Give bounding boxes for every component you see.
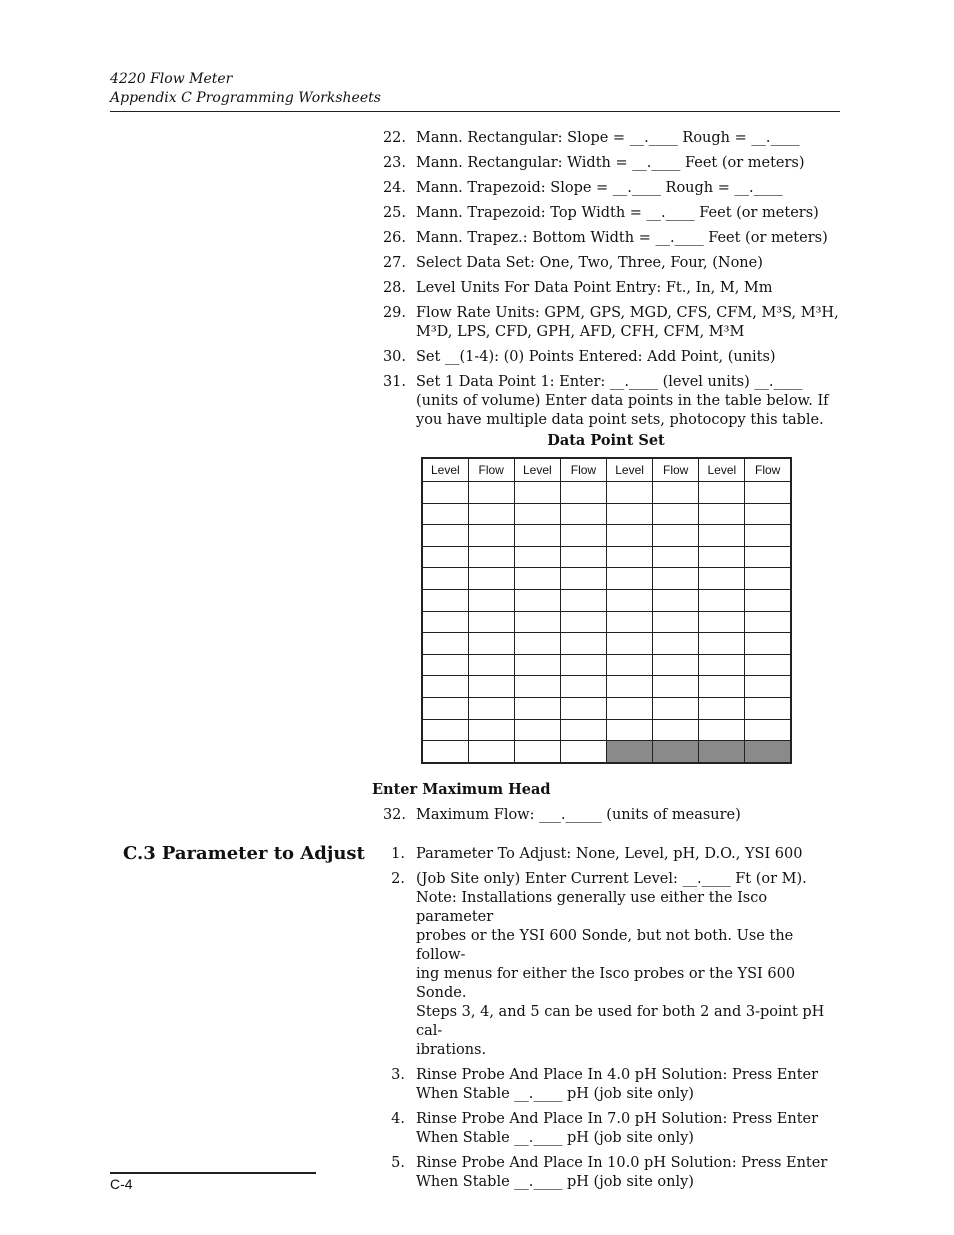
item-text-line: When Stable __.____ pH (job site only) [416,1130,694,1146]
blank-entry-cell [607,482,653,504]
blank-entry-cell [560,654,606,676]
item-text-line: (Job Site only) Enter Current Level: __.____ Ft (or M). [416,871,807,887]
item-number: 32. [382,807,406,823]
blank-entry-cell [422,654,468,676]
shaded-cell [699,741,745,763]
blank-entry-cell [560,741,606,763]
blank-entry-cell [745,676,791,698]
blank-entry-cell [653,633,699,655]
blank-entry-cell [422,633,468,655]
item-number: 27. [382,255,406,271]
header-rule [110,111,840,112]
item-text-line: Level Units For Data Point Entry: Ft., In, M, Mm [416,280,773,296]
item-text-line: Note: Installations generally use either the Isco parameter [416,890,768,925]
blank-entry-cell [607,546,653,568]
blank-entry-cell [560,525,606,547]
blank-entry-cell [607,568,653,590]
item-number: 29. [382,305,406,321]
blank-entry-cell [514,633,560,655]
blank-entry-cell [514,482,560,504]
data-point-table [421,457,792,764]
blank-entry-cell [468,741,514,763]
worksheet-list-c [372,845,842,1192]
blank-entry-cell [699,503,745,525]
item-text-line: Rinse Probe And Place In 10.0 pH Solution: Press Enter [416,1155,828,1171]
blank-entry-cell [699,546,745,568]
blank-entry-cell [560,590,606,612]
blank-entry-cell [607,676,653,698]
blank-entry-cell [699,568,745,590]
blank-entry-cell [468,503,514,525]
blank-entry-cell [514,741,560,763]
blank-entry-cell [468,633,514,655]
item-text-line: Steps 3, 4, and 5 can be used for both 2 and 3-point pH cal- [416,1004,825,1039]
blank-entry-cell [422,676,468,698]
table-header-cell: Flow [560,458,606,482]
section-number: C.3 [123,843,156,864]
item-text-line: you have multiple data point sets, photocopy this table. [416,412,824,428]
table-header-cell: Flow [468,458,514,482]
table-header-cell: Level [607,458,653,482]
blank-entry-cell [468,546,514,568]
blank-entry-cell [514,546,560,568]
blank-entry-cell [468,719,514,741]
blank-entry-cell [699,590,745,612]
blank-entry-cell [514,503,560,525]
table-row [422,503,791,525]
item-number: 23. [382,155,406,171]
blank-entry-cell [607,611,653,633]
item-text-line: Mann. Trapezoid: Slope = __.____ Rough = __.____ [416,180,783,196]
item-text-line: Parameter To Adjust: None, Level, pH, D.O., YSI 600 [416,846,803,862]
blank-entry-cell [699,611,745,633]
blank-entry-cell [607,698,653,720]
item-text-line: M³D, LPS, CFD, GPH, AFD, CFH, CFM, M³M [416,324,745,340]
blank-entry-cell [468,590,514,612]
table-row [422,654,791,676]
item-text-line: When Stable __.____ pH (job site only) [416,1086,694,1102]
table-header-cell: Flow [653,458,699,482]
item-number: 31. [382,374,406,390]
blank-entry-cell [560,611,606,633]
blank-entry-cell [653,590,699,612]
blank-entry-cell [653,698,699,720]
list-item [372,279,842,298]
blank-entry-cell [422,546,468,568]
blank-entry-cell [607,654,653,676]
item-text-line: Mann. Trapez.: Bottom Width = __.____ Feet (or meters) [416,230,828,246]
header-subtitle: Appendix C Programming Worksheets [110,90,381,106]
list-item [372,845,842,864]
table-row [422,741,791,763]
item-text-line: ing menus for either the Isco probes or the YSI 600 Sonde. [416,966,796,1001]
blank-entry-cell [468,654,514,676]
list-item [372,870,842,1060]
max-head-heading: Enter Maximum Head [372,781,551,798]
shaded-cell [653,741,699,763]
blank-entry-cell [468,568,514,590]
table-row [422,611,791,633]
list-item [372,229,842,248]
list-item [372,129,842,148]
item-number: 30. [382,349,406,365]
table-header-row [422,458,791,482]
blank-entry-cell [699,719,745,741]
item-text-line: Set 1 Data Point 1: Enter: __.____ (level units) __.____ [416,374,803,390]
item-number: 5. [391,1155,405,1171]
shaded-cell [607,741,653,763]
blank-entry-cell [745,525,791,547]
footer-rule [110,1172,316,1174]
table-row [422,719,791,741]
blank-entry-cell [514,719,560,741]
blank-entry-cell [422,525,468,547]
blank-entry-cell [653,503,699,525]
item-text-line: ibrations. [416,1042,487,1058]
item-number: 24. [382,180,406,196]
item-number: 2. [391,871,405,887]
list-item [372,348,842,367]
list-item [372,204,842,223]
section-title-text: Parameter to Adjust [161,843,365,864]
item-number: 1. [391,846,405,862]
table-row [422,698,791,720]
worksheet-list-b [372,806,842,825]
table-row [422,676,791,698]
item-number: 28. [382,280,406,296]
blank-entry-cell [745,546,791,568]
item-number: 22. [382,130,406,146]
blank-entry-cell [699,525,745,547]
blank-entry-cell [607,525,653,547]
blank-entry-cell [745,568,791,590]
blank-entry-cell [745,590,791,612]
blank-entry-cell [422,741,468,763]
table-row [422,546,791,568]
item-number: 26. [382,230,406,246]
table-title: Data Point Set [547,432,665,449]
blank-entry-cell [560,676,606,698]
blank-entry-cell [422,482,468,504]
blank-entry-cell [560,633,606,655]
item-text-line: Flow Rate Units: GPM, GPS, MGD, CFS, CFM, M³S, M³H, [416,305,839,321]
item-text-line: probes or the YSI 600 Sonde, but not both. Use the follow- [416,928,794,963]
blank-entry-cell [653,546,699,568]
list-item [372,373,842,430]
blank-entry-cell [653,525,699,547]
table-row [422,590,791,612]
header-title: 4220 Flow Meter [110,71,233,87]
list-item [372,806,842,825]
blank-entry-cell [422,719,468,741]
item-number: 3. [391,1067,405,1083]
item-number: 4. [391,1111,405,1127]
item-text-line: Mann. Rectangular: Width = __.____ Feet (or meters) [416,155,805,171]
blank-entry-cell [560,482,606,504]
blank-entry-cell [653,482,699,504]
blank-entry-cell [745,719,791,741]
list-item [372,179,842,198]
item-text-line: Select Data Set: One, Two, Three, Four, (None) [416,255,763,271]
worksheet-list-a [372,129,842,430]
blank-entry-cell [560,546,606,568]
blank-entry-cell [653,611,699,633]
table-header-cell: Level [422,458,468,482]
blank-entry-cell [699,676,745,698]
blank-entry-cell [468,525,514,547]
table-header-cell: Flow [745,458,791,482]
blank-entry-cell [468,611,514,633]
blank-entry-cell [514,568,560,590]
blank-entry-cell [422,568,468,590]
blank-entry-cell [653,676,699,698]
list-item [372,254,842,273]
list-item [372,154,842,173]
blank-entry-cell [653,568,699,590]
blank-entry-cell [514,611,560,633]
section-title [123,843,365,864]
blank-entry-cell [422,503,468,525]
blank-entry-cell [514,525,560,547]
blank-entry-cell [745,503,791,525]
item-text-line: Maximum Flow: ___._____ (units of measure) [416,807,741,823]
item-text-line: When Stable __.____ pH (job site only) [416,1174,694,1190]
table-row [422,633,791,655]
blank-entry-cell [422,590,468,612]
item-text-line: Mann. Rectangular: Slope = __.____ Rough = __.____ [416,130,800,146]
page-number: C-4 [110,1176,133,1192]
blank-entry-cell [745,654,791,676]
table-row [422,482,791,504]
shaded-cell [745,741,791,763]
table-header-cell: Level [514,458,560,482]
blank-entry-cell [514,590,560,612]
blank-entry-cell [468,676,514,698]
item-text-line: Set __(1-4): (0) Points Entered: Add Point, (units) [416,349,776,365]
item-text-line: Rinse Probe And Place In 7.0 pH Solution: Press Enter [416,1111,819,1127]
blank-entry-cell [607,503,653,525]
blank-entry-cell [560,568,606,590]
table-row [422,568,791,590]
list-item [372,304,842,342]
blank-entry-cell [422,611,468,633]
blank-entry-cell [560,503,606,525]
blank-entry-cell [745,611,791,633]
blank-entry-cell [514,676,560,698]
blank-entry-cell [607,590,653,612]
blank-entry-cell [514,698,560,720]
list-item [372,1154,842,1192]
blank-entry-cell [653,719,699,741]
item-number: 25. [382,205,406,221]
item-text-line: Rinse Probe And Place In 4.0 pH Solution: Press Enter [416,1067,819,1083]
blank-entry-cell [699,698,745,720]
blank-entry-cell [468,482,514,504]
blank-entry-cell [514,654,560,676]
list-item [372,1066,842,1104]
item-text-line: (units of volume) Enter data points in the table below. If [416,393,829,409]
blank-entry-cell [468,698,514,720]
blank-entry-cell [560,719,606,741]
table-header-cell: Level [699,458,745,482]
blank-entry-cell [699,633,745,655]
blank-entry-cell [699,482,745,504]
blank-entry-cell [745,633,791,655]
blank-entry-cell [560,698,606,720]
blank-entry-cell [745,698,791,720]
blank-entry-cell [607,719,653,741]
blank-entry-cell [422,698,468,720]
list-item [372,1110,842,1148]
item-text-line: Mann. Trapezoid: Top Width = __.____ Feet (or meters) [416,205,819,221]
blank-entry-cell [699,654,745,676]
running-header [110,70,381,108]
blank-entry-cell [607,633,653,655]
blank-entry-cell [653,654,699,676]
table-row [422,525,791,547]
blank-entry-cell [745,482,791,504]
